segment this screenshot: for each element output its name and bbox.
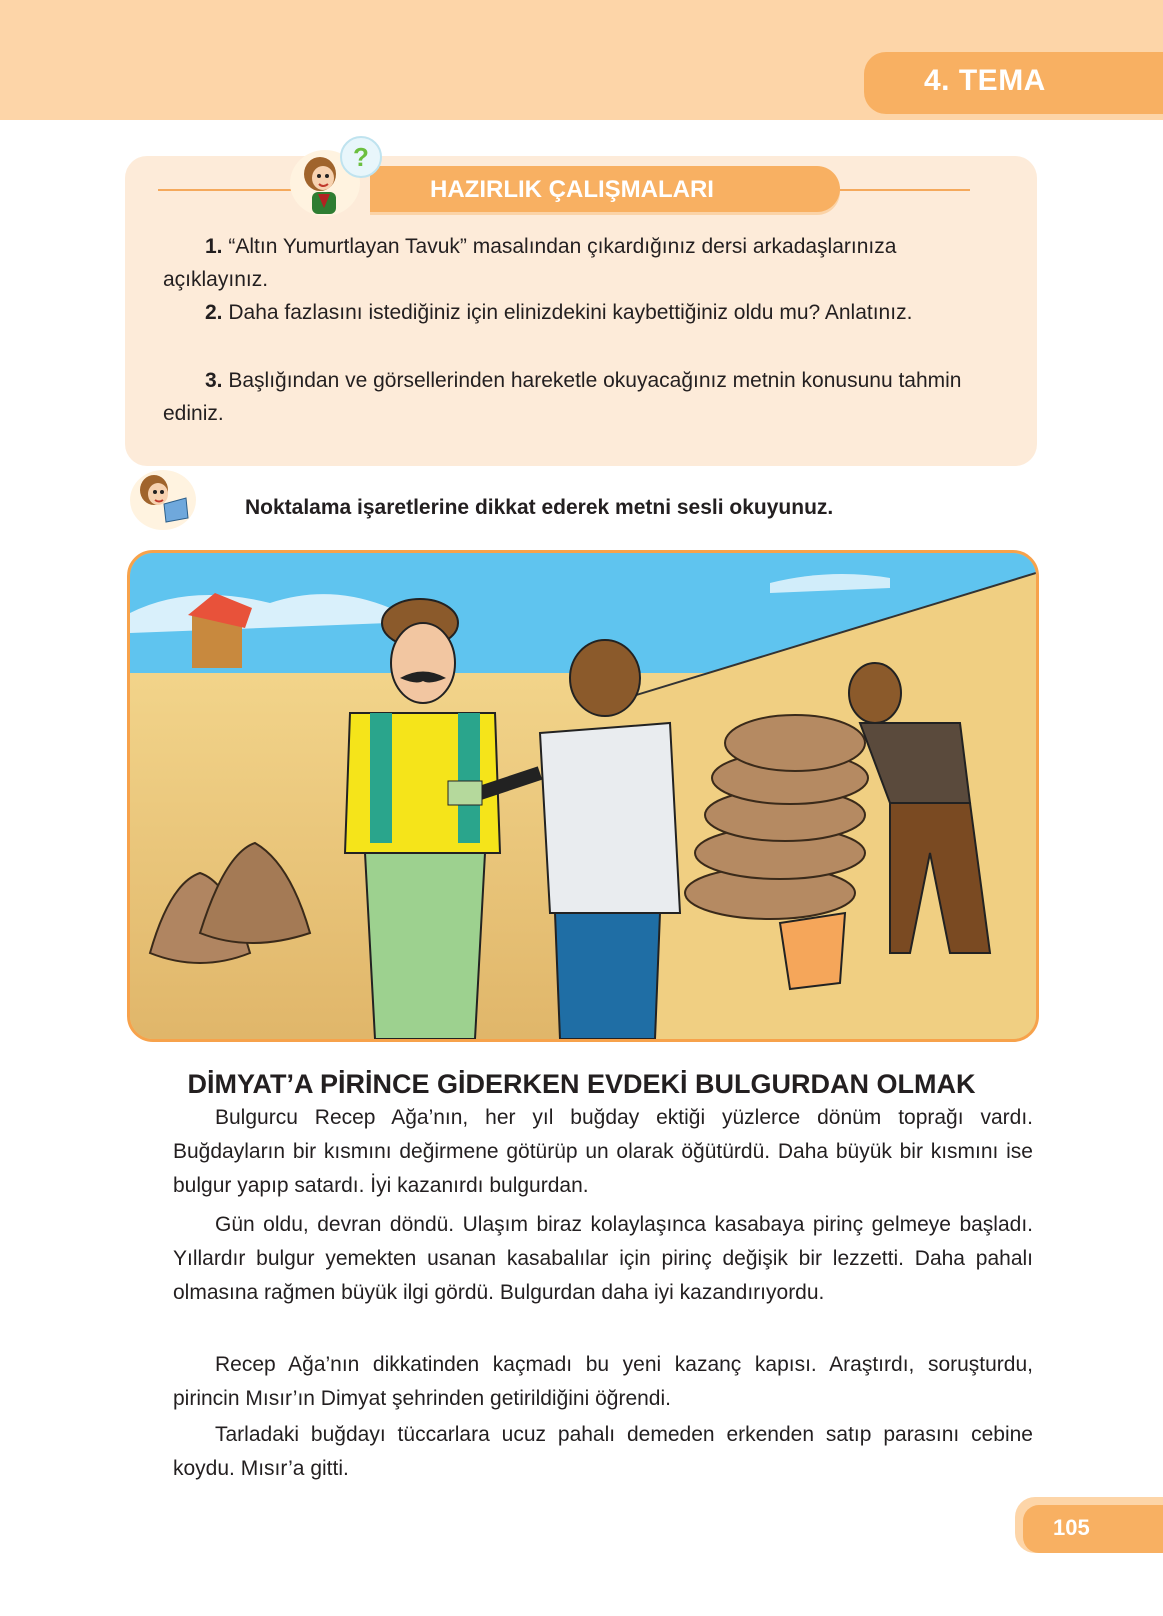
question-1	[163, 230, 998, 296]
question-text: Başlığından ve görsellerinden hareketle okuyacağınız metnin konusunu tahmin ediniz.	[163, 369, 962, 425]
story-illustration	[127, 550, 1039, 1042]
question-number: 3.	[205, 369, 223, 392]
story-paragraph-1	[173, 1101, 1033, 1203]
question-text: “Altın Yumurtlayan Tavuk” masalından çıkardığınız dersi arkadaşlarınıza açıklayınız.	[163, 235, 897, 291]
question-2	[163, 296, 998, 329]
page-number: 105	[1053, 1515, 1090, 1540]
paragraph-text: Bulgurcu Recep Ağa’nın, her yıl buğday ektiği yüzlerce dönüm toprağı vardı. Buğdayların bir kısmını değirmene götürüp un olarak öğütürdü. Daha büyük bir kısmını ise bulgur yapıp satardı. İyi kazanırdı bulgurdan.	[173, 1106, 1033, 1197]
question-text: Daha fazlasını istediğiniz için elinizdekini kaybettiğiniz oldu mu? Anlatınız.	[228, 301, 913, 324]
preparation-title-banner	[370, 166, 840, 212]
question-number: 1.	[205, 235, 223, 258]
story-title: DİMYAT’A PİRİNCE GİDERKEN EVDEKİ BULGURDAN OLMAK	[187, 1069, 976, 1099]
paragraph-text: Gün oldu, devran döndü. Ulaşım biraz kolaylaşınca kasabaya pirinç gelmeye başladı. Yıllardır bulgur yemekten usanan kasabalılar için pirinç değişik bir lezzetti. Daha pahalı olmasına rağmen büyük ilgi gördü. Bulgurdan daha iyi kazandırıyordu.	[173, 1213, 1033, 1304]
divider-right	[820, 189, 970, 191]
story-paragraph-4	[173, 1418, 1033, 1486]
story-paragraph-2	[173, 1208, 1033, 1310]
paragraph-text: Recep Ağa’nın dikkatinden kaçmadı bu yeni kazanç kapısı. Araştırdı, soruşturdu, pirincin Mısır’ın Dimyat şehrinden getirildiğini öğrendi.	[173, 1353, 1033, 1410]
question-number: 2.	[205, 301, 223, 324]
theme-tab	[864, 52, 1163, 114]
preparation-title: HAZIRLIK ÇALIŞMALARI	[430, 176, 714, 203]
reading-instruction: Noktalama işaretlerine dikkat ederek metni sesli okuyunuz.	[245, 496, 834, 519]
page-number-tab	[1023, 1505, 1163, 1553]
paragraph-text: Tarladaki buğdayı tüccarlara ucuz pahalı demeden erkenden satıp parasını cebine koydu. Mısır’a gitti.	[173, 1423, 1033, 1480]
question-bubble-icon: ?	[340, 136, 382, 178]
story-paragraph-3	[173, 1348, 1033, 1416]
question-3	[163, 364, 998, 430]
reading-girl-mascot-icon	[130, 470, 196, 530]
theme-label: 4. TEMA	[924, 64, 1046, 97]
